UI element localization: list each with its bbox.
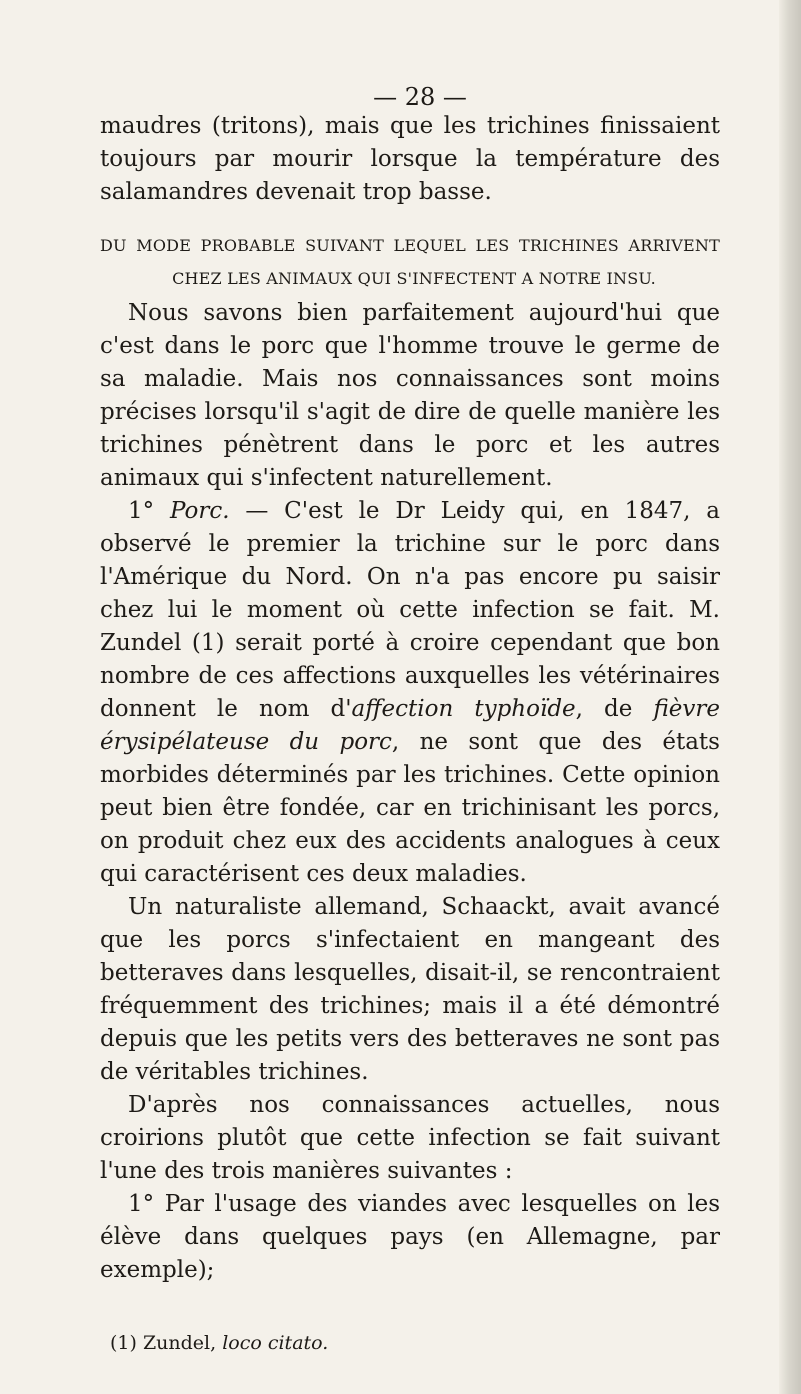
section-heading-line-1: DU MODE PROBABLE SUIVANT LEQUEL LES TRICHINES ARRIVENT (100, 236, 720, 255)
paragraph-intro: Nous savons bien parfaitement aujourd'hui que c'est dans le porc que l'homme trouve le germe de sa maladie. Mais nos connaissances sont moins précises lorsqu'il s'agit de dire de quelle manière les trichines pénètrent dans le porc et les autres animaux qui s'infectent naturellement. (100, 300, 720, 491)
footnote-citation: loco citato. (222, 1332, 329, 1354)
footnote (100, 1331, 720, 1355)
page-number: — 28 — (373, 83, 467, 111)
page-edge-shadow (779, 0, 801, 1394)
item-label-porc: Porc. (169, 498, 230, 524)
italic-affection-typhoide: affection typhoïde (351, 696, 576, 722)
paragraph-porc-text-2: , de (575, 696, 654, 722)
section-heading (100, 229, 720, 295)
footnote-author: Zundel, (136, 1332, 223, 1354)
italic-fievre-erysipelateuse: fièvre érysipélateuse du porc (100, 696, 720, 755)
book-page (100, 82, 720, 1355)
paragraph-usage-viandes: 1° Par l'usage des viandes avec lesquelles on les élève dans quelques pays (en Allemagne, par exemple); (100, 1191, 720, 1283)
paragraph-porc (100, 495, 720, 891)
paragraph-tritons: maudres (tritons), mais que les trichines finissaient toujours par mourir lorsque la température des salamandres devenait trop basse. (100, 113, 720, 205)
footnote-mark: (1) (110, 1332, 137, 1354)
paragraph-connaissances: D'après nos connaissances actuelles, nous croirions plutôt que cette infection se fait suivant l'une des trois manières suivantes : (100, 1092, 720, 1184)
paragraph-porc-text-3: , ne sont que des états morbides déterminés par les trichines. Cette opinion peut bien être fondée, car en trichinisant les porcs, on produit chez eux des accidents analogues à ceux qui caractérisent ces deux maladies. (100, 729, 720, 887)
section-heading-line-2: CHEZ LES ANIMAUX QUI S'INFECTENT A NOTRE INSU. (172, 269, 656, 288)
paragraph-schaackt: Un naturaliste allemand, Schaackt, avait avancé que les porcs s'infectaient en mangeant des betteraves dans lesquelles, disait-il, se rencontraient fréquemment des trichines; mais il a été démontré depuis que les petits vers des betteraves ne sont pas de véritables trichines. (100, 894, 720, 1085)
paragraph-porc-text-1: — C'est le Dr Leidy qui, en 1847, a observé le premier la trichine sur le porc dans l'Amérique du Nord. On n'a pas encore pu saisir chez lui le moment où cette infection se fait. M. Zundel (1) serait porté à croire cependant que bon nombre de ces affections auxquelles les vétérinaires donnent le nom d' (100, 498, 721, 722)
item-number: 1° (128, 498, 155, 524)
